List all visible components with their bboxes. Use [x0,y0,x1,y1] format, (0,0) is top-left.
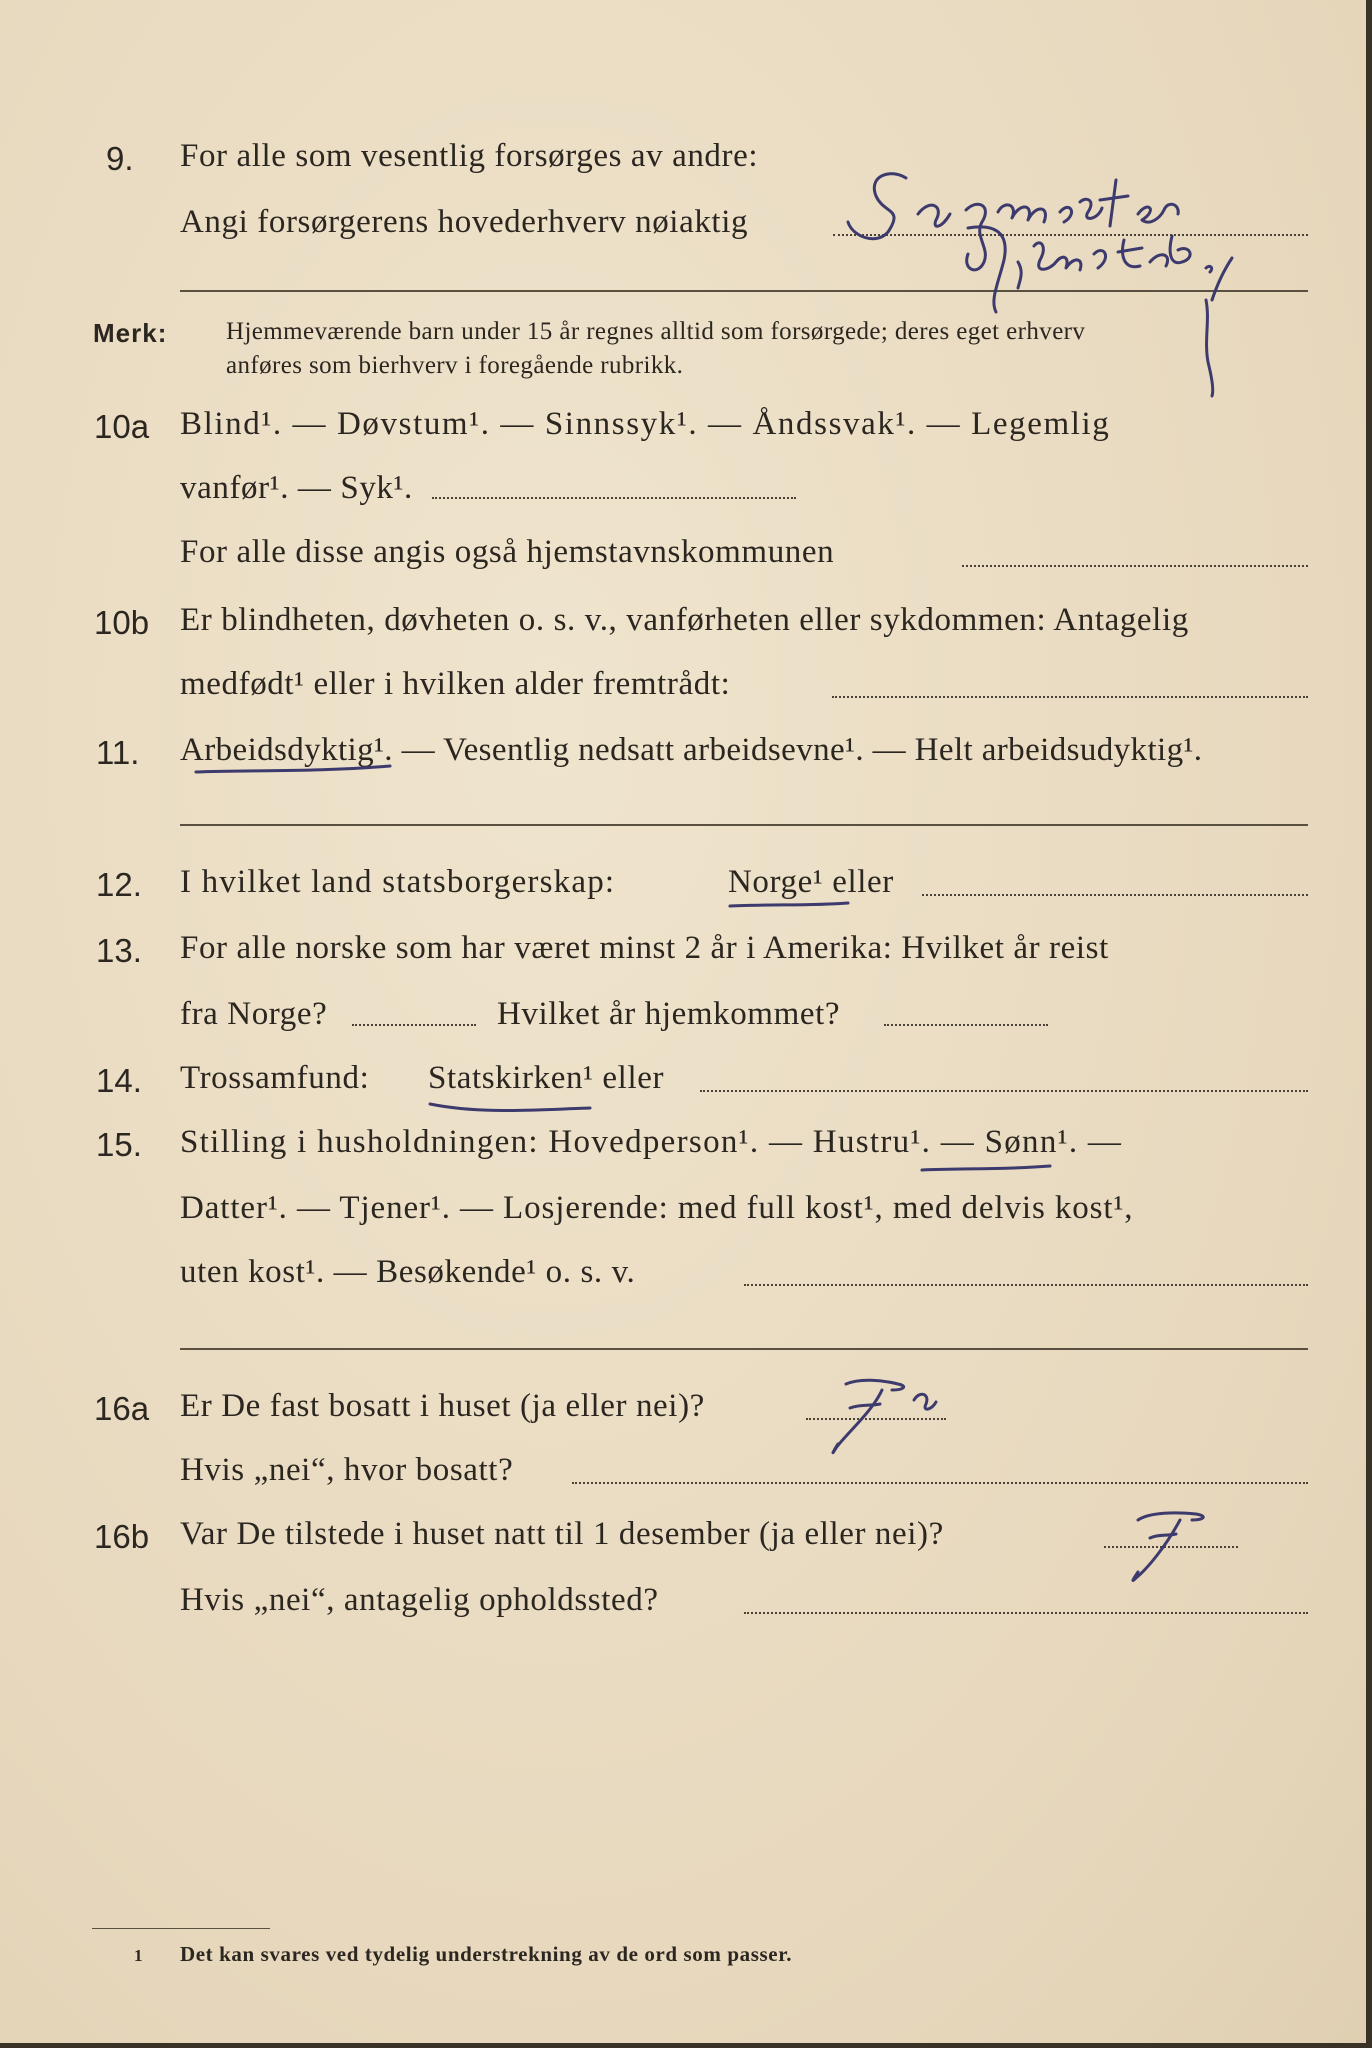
question-13-number: 13. [96,932,142,969]
question-10a-text-line-3: For alle disse angis også hjemstavnskommunen [180,534,835,570]
question-16b-number: 16b [94,1518,150,1555]
question-12-number: 12. [96,866,142,903]
question-14-number: 14. [96,1062,142,1099]
question-15-text-line-3: uten kost¹. — Besøkende¹ o. s. v. [180,1254,636,1290]
footnote-marker: 1 [134,1946,143,1965]
question-10a-text-line-1: Blind¹. — Døvstum¹. — Sinnssyk¹. — Åndssvak¹. — Legemlig [180,406,1111,442]
question-9-number: 9. [106,140,134,177]
scan-edge-right [1366,0,1372,2048]
question-16b-text-line-1: Var De tilstede i huset natt til 1 desember (ja eller nei)? [180,1516,944,1552]
question-16a-text-line-2: Hvis „nei“, hvor bosatt? [180,1452,514,1488]
note-text-line-1: Hjemmeværende barn under 15 år regnes alltid som forsørgede; deres eget erhverv [226,318,1086,345]
question-15-text-line-1: Stilling i husholdningen: Hovedperson¹. — Hustru¹. — Sønn¹. — [180,1124,1123,1160]
note-label: Merk: [93,318,168,348]
question-10b-number: 10b [94,604,150,641]
handwritten-answer-16a [833,1380,936,1453]
note-text-line-2: anføres som bierhverv i foregående rubrikk. [226,352,684,379]
question-10b-text-line-1: Er blindheten, døvheten o. s. v., vanførheten eller sykdommen: Antagelig [180,602,1189,638]
underline-norge [730,903,848,906]
question-10b-text-line-2: medfødt¹ eller i hvilken alder fremtrådt: [180,666,731,702]
question-9-text: For alle som vesentlig forsørges av andre: [180,138,759,174]
question-12-text: I hvilket land statsborgerskap: [180,864,616,900]
question-11-number: 11. [96,734,140,771]
question-16b-text-line-2: Hvis „nei“, antagelig opholdssted? [180,1582,659,1618]
question-10a-number: 10a [94,408,150,445]
handwritten-answer-occupation [848,174,1232,396]
scan-edge-bottom [0,2043,1372,2048]
handwritten-answer-16b [1133,1513,1203,1581]
underline-statskirken [430,1104,590,1111]
question-15-number: 15. [96,1126,142,1163]
question-13-text-departure: fra Norge? [180,996,328,1032]
question-15-text-line-2: Datter¹. — Tjener¹. — Losjerende: med full kost¹, med delvis kost¹, [180,1190,1134,1226]
question-16a-number: 16a [94,1390,150,1427]
question-10a-text-line-2: vanfør¹. — Syk¹. [180,470,413,506]
question-13-text-return: Hvilket år hjemkommet? [497,996,841,1032]
underline-hustru [922,1166,1050,1170]
question-13-text-line-1: For alle norske som har været minst 2 år i Amerika: Hvilket år reist [180,930,1109,966]
question-12-options: Norge¹ eller [728,864,894,900]
question-14-options: Statskirken¹ eller [428,1060,665,1096]
question-14-text: Trossamfund: [180,1060,370,1096]
underline-arbeidsdyktig [196,766,390,772]
question-16a-text-line-1: Er De fast bosatt i huset (ja eller nei)? [180,1388,705,1424]
footnote-text: Det kan svares ved tydelig understrekning av de ord som passer. [180,1942,793,1966]
question-9-prompt: Angi forsørgerens hovederhverv nøiaktig [180,204,749,240]
question-11-text: Arbeidsdyktig¹. — Vesentlig nedsatt arbeidsevne¹. — Helt arbeidsudyktig¹. [180,732,1203,768]
